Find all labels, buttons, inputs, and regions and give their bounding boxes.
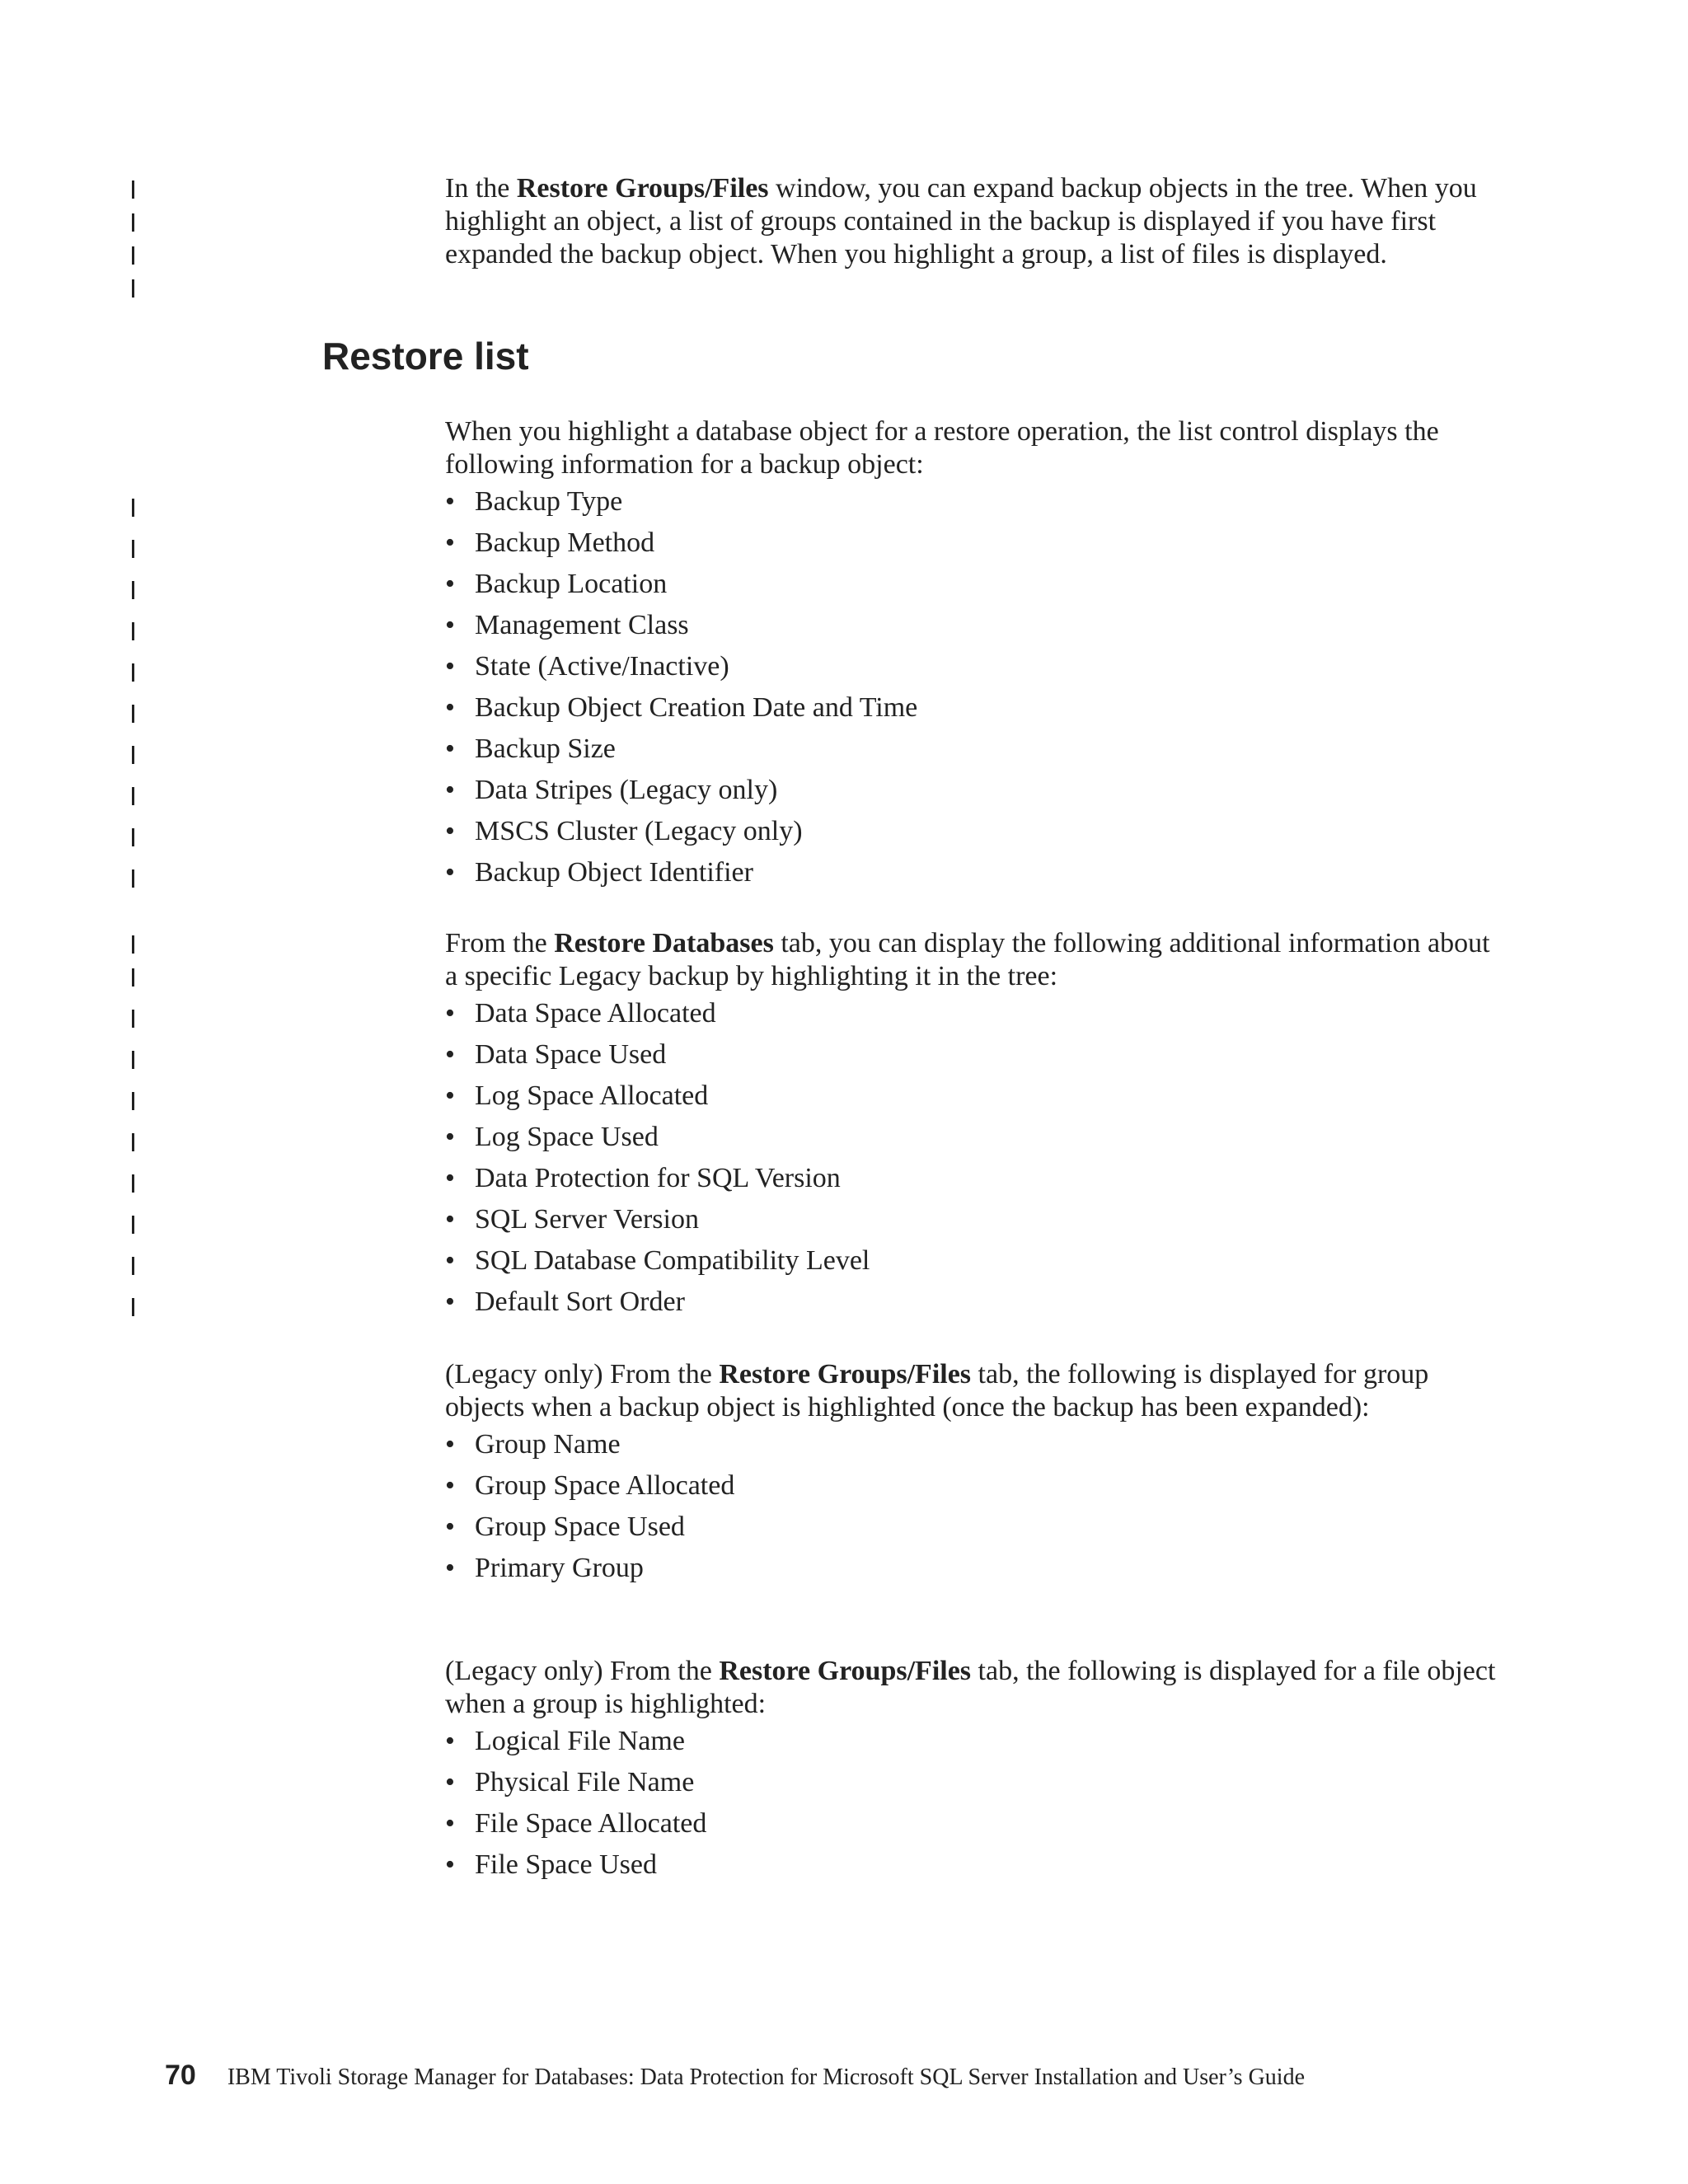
change-bar	[132, 935, 134, 954]
list-item-text: Logical File Name	[475, 1726, 685, 1756]
list-item	[445, 811, 1500, 852]
list-item-text: Group Space Used	[475, 1511, 685, 1542]
list-item-text: Backup Type	[475, 486, 623, 517]
list-item-text: Log Space Allocated	[475, 1080, 709, 1111]
bullet-glyph: •	[445, 651, 455, 682]
bullet-glyph: •	[445, 733, 455, 764]
change-bar	[132, 746, 134, 764]
list-item	[445, 1424, 1500, 1465]
list-item-text: Data Protection for SQL Version	[475, 1163, 841, 1193]
section4-list	[445, 1721, 1500, 1886]
list-item	[445, 1034, 1500, 1076]
list-item	[445, 1158, 1500, 1199]
section1-list	[445, 481, 1500, 893]
list-item-text: SQL Database Compatibility Level	[475, 1245, 870, 1276]
section4-paragraph	[445, 1655, 1500, 1721]
change-bar	[132, 968, 134, 987]
section4-text-post: tab, the following is displayed for a file object when a group is highlighted:	[445, 1656, 1496, 1719]
list-item-text: Log Space Used	[475, 1122, 659, 1152]
intro-block	[445, 172, 1500, 271]
section2-text-bold: Restore Databases	[554, 928, 774, 958]
section4-block	[445, 1655, 1500, 1886]
list-item	[445, 852, 1500, 893]
bullet-glyph: •	[445, 816, 455, 846]
bullet-glyph: •	[445, 1808, 455, 1839]
section3-list	[445, 1424, 1500, 1589]
change-bar	[132, 213, 134, 232]
list-item-text: Physical File Name	[475, 1767, 695, 1797]
intro-paragraph	[445, 172, 1500, 271]
intro-text-bold: Restore Groups/Files	[516, 173, 769, 204]
change-bar	[132, 828, 134, 846]
section1-block	[445, 415, 1500, 893]
list-item-text: Data Space Allocated	[475, 998, 716, 1029]
list-item-text: Backup Location	[475, 569, 668, 599]
list-item-text: Data Stripes (Legacy only)	[475, 775, 778, 805]
section4-text-pre: (Legacy only) From the	[445, 1656, 720, 1686]
list-item-text: Backup Method	[475, 527, 655, 558]
list-item	[445, 1240, 1500, 1282]
change-bar	[132, 1257, 134, 1275]
bullet-glyph: •	[445, 1470, 455, 1501]
bullet-glyph: •	[445, 1429, 455, 1460]
bullet-glyph: •	[445, 998, 455, 1029]
bullet-glyph: •	[445, 775, 455, 805]
list-item-text: Data Space Used	[475, 1039, 667, 1070]
bullet-glyph: •	[445, 1849, 455, 1880]
bullet-glyph: •	[445, 1286, 455, 1317]
change-bar	[132, 1174, 134, 1193]
section3-text-post: tab, the following is displayed for group objects when a backup object is highlighted (once the backup has been expanded):	[445, 1359, 1429, 1422]
bullet-glyph: •	[445, 692, 455, 723]
list-item	[445, 687, 1500, 729]
change-bar	[132, 499, 134, 517]
section2-list	[445, 993, 1500, 1323]
change-bar	[132, 581, 134, 599]
list-item	[445, 993, 1500, 1034]
change-bar	[132, 787, 134, 805]
section3-text-pre: (Legacy only) From the	[445, 1359, 720, 1390]
bullet-glyph: •	[445, 857, 455, 888]
bullet-glyph: •	[445, 1726, 455, 1756]
list-item	[445, 1721, 1500, 1762]
list-item	[445, 1465, 1500, 1507]
list-item	[445, 1548, 1500, 1589]
list-item	[445, 729, 1500, 770]
list-item	[445, 646, 1500, 687]
list-item	[445, 1844, 1500, 1886]
bullet-glyph: •	[445, 1080, 455, 1111]
change-bar	[132, 869, 134, 888]
list-item	[445, 1803, 1500, 1844]
bullet-glyph: •	[445, 610, 455, 640]
list-item-text: Management Class	[475, 610, 689, 640]
section-heading: Restore list	[322, 335, 529, 377]
list-item-text: Group Space Allocated	[475, 1470, 735, 1501]
list-item-text: File Space Used	[475, 1849, 657, 1880]
change-bar	[132, 279, 134, 298]
list-item-text: Backup Object Identifier	[475, 857, 753, 888]
section2-text-pre: From the	[445, 928, 555, 958]
bullet-glyph: •	[445, 527, 455, 558]
bullet-glyph: •	[445, 569, 455, 599]
list-item	[445, 1507, 1500, 1548]
section3-paragraph	[445, 1358, 1500, 1424]
list-item-text: Backup Object Creation Date and Time	[475, 692, 918, 723]
change-bar	[132, 1216, 134, 1234]
list-item-text: SQL Server Version	[475, 1204, 699, 1235]
list-item-text: Default Sort Order	[475, 1286, 685, 1317]
section3-block	[445, 1358, 1500, 1589]
change-bar	[132, 622, 134, 640]
change-bar	[132, 663, 134, 682]
change-bar	[132, 180, 134, 199]
change-bar	[132, 1133, 134, 1151]
list-item-text: Primary Group	[475, 1553, 644, 1583]
list-item	[445, 481, 1500, 523]
bullet-glyph: •	[445, 1767, 455, 1797]
section4-text-bold: Restore Groups/Files	[719, 1656, 972, 1686]
bullet-glyph: •	[445, 1122, 455, 1152]
change-bar	[132, 1010, 134, 1028]
change-bar	[132, 540, 134, 558]
list-item	[445, 1199, 1500, 1240]
change-bar	[132, 1092, 134, 1110]
change-bar	[132, 1298, 134, 1316]
page-footer	[165, 2060, 1305, 2093]
section2-block	[445, 927, 1500, 1323]
intro-text-post: window, you can expand backup objects in the tree. When you highlight an object, a list of groups contained in the backup is displayed if you have first expanded the backup object. When you highlight a group, a list of files is displayed.	[445, 173, 1477, 269]
footer-title: IBM Tivoli Storage Manager for Databases: Data Protection for Microsoft SQL Server Installation and User’s Guide	[227, 2064, 1306, 2090]
list-item	[445, 770, 1500, 811]
change-bar	[132, 1051, 134, 1069]
list-item-text: Backup Size	[475, 733, 616, 764]
section2-text-post: tab, you can display the following additional information about a specific Legacy backup by highlighting it in the tree:	[445, 928, 1490, 991]
change-bar	[132, 705, 134, 723]
bullet-glyph: •	[445, 1553, 455, 1583]
bullet-glyph: •	[445, 486, 455, 517]
bullet-glyph: •	[445, 1204, 455, 1235]
section1-paragraph: When you highlight a database object for a restore operation, the list control displays the following information for a backup object:	[445, 416, 1439, 480]
list-item	[445, 1117, 1500, 1158]
change-bar	[132, 246, 134, 265]
list-item	[445, 1076, 1500, 1117]
list-item-text: State (Active/Inactive)	[475, 651, 729, 682]
list-item-text: File Space Allocated	[475, 1808, 707, 1839]
bullet-glyph: •	[445, 1163, 455, 1193]
list-item-text: MSCS Cluster (Legacy only)	[475, 816, 803, 846]
list-item	[445, 1282, 1500, 1323]
list-item	[445, 605, 1500, 646]
list-item	[445, 1762, 1500, 1803]
list-item-text: Group Name	[475, 1429, 621, 1460]
page-number: 70	[165, 2060, 196, 2091]
list-item	[445, 564, 1500, 605]
bullet-glyph: •	[445, 1511, 455, 1542]
section3-text-bold: Restore Groups/Files	[719, 1359, 972, 1390]
list-item	[445, 523, 1500, 564]
bullet-glyph: •	[445, 1039, 455, 1070]
section2-paragraph	[445, 927, 1500, 993]
bullet-glyph: •	[445, 1245, 455, 1276]
intro-text-pre: In the	[445, 173, 517, 204]
